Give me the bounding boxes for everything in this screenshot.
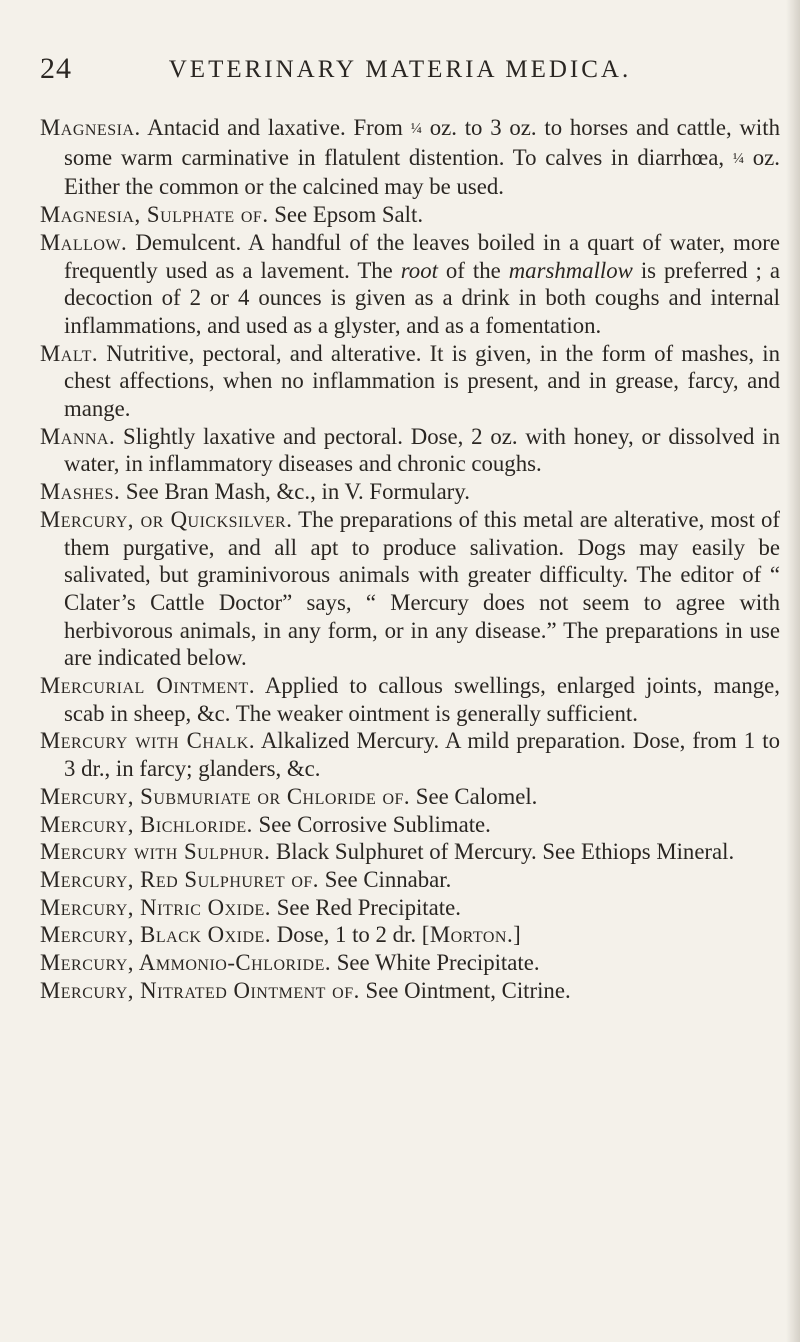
entry-mercury-with-chalk: [40, 727, 780, 782]
entry-head: Mercury, Red Sulphuret of.: [40, 866, 320, 892]
entry-head: Mercury, Ammonio-Chloride.: [40, 950, 332, 976]
entry-text: Slightly laxative and pectoral. Dose, 2 oz. with honey, or dissolved in water, in inflammatory diseases and chronic coughs.: [64, 423, 780, 477]
entry-mercury-nitric-oxide: [40, 894, 780, 922]
entry-mercury-bichloride: [40, 811, 780, 839]
author-citation: [Morton.]: [421, 922, 522, 948]
page-header: [40, 52, 760, 92]
entry-mercury-nitrated-ointment: [40, 977, 780, 1005]
entry-text: Black Sulphuret of Mercury. See Ethiops Mineral.: [270, 839, 735, 865]
entry-mashes: [40, 478, 780, 506]
entry-text: is preferred ; a decoction of 2 or 4 ounces is given as a drink in both coughs and internal inflammations, and used as a glyster, and as a fomentation.: [64, 257, 780, 338]
entry-text: Dose, 1 to 2 dr.: [271, 922, 422, 948]
entry-head: Mercury, Black Oxide.: [40, 922, 272, 948]
entry-head: Mercury with Sulphur.: [40, 839, 271, 865]
body-text: [40, 114, 780, 1005]
entry-text: Applied to callous swellings, enlarged joints, mange, scab in sheep, &c. The weaker ointment is generally sufficient.: [64, 673, 780, 726]
entry-head: Mercurial Ointment.: [40, 673, 256, 699]
entry-text: See White Precipitate.: [331, 950, 540, 976]
page-number: 24: [40, 52, 72, 85]
entry-text: oz. Either the common or the calcined may be used.: [64, 144, 780, 200]
entry-manna: [40, 423, 780, 478]
entry-mercury: [40, 506, 780, 672]
entry-emphasis: root: [400, 257, 438, 283]
entry-head: Mercury, Nitric Oxide.: [40, 894, 271, 920]
entry-head: Mashes.: [40, 479, 121, 505]
entry-magnesia-sulphate: [40, 201, 780, 229]
entry-head: Mercury with Chalk.: [40, 728, 256, 754]
entry-mercury-with-sulphur: [40, 838, 780, 866]
entry-magnesia: [40, 114, 780, 201]
fraction: ¼: [732, 150, 745, 167]
entry-mercury-black-oxide: [40, 921, 780, 949]
entry-text: See Calomel.: [410, 783, 538, 809]
entry-head: Mercury, Nitrated Ointment of.: [40, 977, 360, 1003]
entry-text: See Cinnabar.: [319, 866, 452, 892]
entry-head: Magnesia, Sulphate of.: [40, 202, 269, 228]
entry-head: Mercury, Submuriate or Chloride of.: [40, 783, 411, 809]
entry-text: Alkalized Mercury. A mild preparation. Dose, from 1 to 3 dr., in farcy; glanders, &c.: [64, 728, 780, 782]
entry-text: See Ointment, Citrine.: [359, 977, 571, 1003]
entry-text: oz. to 3 oz. to horses and cattle, with some warm carminative in flatulent distention. To calves in diarrhœa,: [64, 115, 780, 170]
entry-mercury-red-sulphuret: [40, 866, 780, 894]
page-edge-shadow: [786, 0, 800, 1342]
running-title: VETERINARY MATERIA MEDICA.: [168, 56, 632, 83]
entry-head: Magnesia.: [40, 115, 141, 140]
entry-text: See Red Precipitate.: [271, 894, 461, 920]
entry-head: Malt.: [40, 340, 99, 366]
entry-malt: [40, 340, 780, 423]
entry-head: Mercury, or Quicksilver.: [40, 506, 293, 532]
entry-text: See Corrosive Sublimate.: [252, 811, 491, 837]
entry-mallow: [40, 229, 780, 340]
entry-text: Antacid and laxative. From: [140, 115, 411, 140]
entry-mercury-ammonio-chloride: [40, 949, 780, 977]
entry-head: Mallow.: [40, 229, 128, 255]
entry-mercurial-ointment: [40, 672, 780, 727]
entry-text: Demulcent. A handful of the leaves boiled in a quart of water, more frequently used as a lavement. The: [64, 229, 780, 283]
entry-text: Nutritive, pectoral, and alterative. It is given, in the form of mashes, in chest affections, when no inflammation is present, and in grease, farcy, and mange.: [64, 340, 780, 422]
entry-emphasis: marshmallow: [508, 257, 633, 283]
entry-head: Manna.: [40, 423, 116, 449]
entry-head: Mercury, Bichloride.: [40, 811, 253, 837]
entry-text: of the: [437, 257, 509, 283]
entry-mercury-submuriate: [40, 783, 780, 811]
entry-text: See Bran Mash, &c., in V. Formulary.: [120, 479, 470, 505]
entry-text: See Epsom Salt.: [268, 202, 424, 228]
entry-text: The preparations of this metal are alterative, most of them purgative, and all apt to produce salivation. Dogs may easily be salivated, but graminivorous animals with greater difficulty. The editor of “ Clater’s Cattle Doctor” says, “ Mercury does not seem to agree with herbivorous animals, in any form, or in any disease.” The preparations in use are indicated below.: [64, 506, 780, 671]
fraction: ¼: [410, 121, 422, 137]
